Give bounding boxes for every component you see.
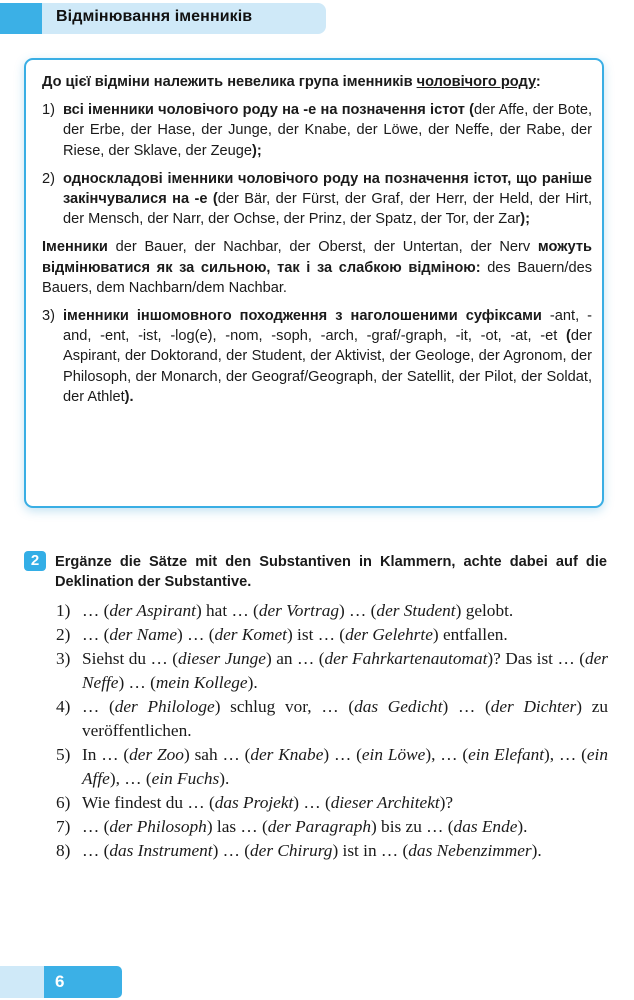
footer-tab: [0, 966, 45, 998]
rule-intro: До цієї відміни належить невелика група іменників чоловічого роду:: [42, 74, 541, 90]
exercise-instruction: Ergänze die Sätze mit den Substantiven in Klammern, achte dabei auf die Deklination der Substantive.: [55, 554, 607, 590]
exercise-item: 8) … (das Instrument) … (der Chirurg) ist in … (das Nebenzimmer).: [56, 841, 542, 860]
rule-item-2: 2) односкладові іменники чоловічого роду на позначення істот, що раніше закінчувалися на -е (der Bär, der Fürst, der Graf, der Herr, der Held, der Hirt, der Mensch, der Narr, der Ochse, der Prinz, der Spatz, der Tor, der Zar);: [42, 170, 593, 228]
rule-text: [42, 72, 592, 415]
section-title: Відмінювання іменників: [56, 8, 253, 25]
exercise-item: 4) … (der Philologe) schlug vor, … (das Gedicht) … (der Dichter) zu veröffentlichen.: [56, 697, 609, 740]
exercise-number-badge: 2: [24, 551, 46, 571]
header-accent-tab: [0, 3, 48, 34]
exercise-item: 2) … (der Name) … (der Komet) ist … (der Gelehrte) entfallen.: [56, 625, 508, 644]
exercise-item: 7) … (der Philosoph) las … (der Paragraph) bis zu … (das Ende).: [56, 817, 528, 836]
rule-note: Іменники der Bauer, der Nachbar, der Oberst, der Untertan, der Nerv можуть відмінюватися як за сильною, так і за слабкою відміною: des Bauern/des Bauers, dem Nachbarn/dem Nachbar.: [42, 239, 592, 296]
exercise-list: [56, 599, 608, 863]
exercise-item: 1) … (der Aspirant) hat … (der Vortrag) … (der Student) gelobt.: [56, 601, 514, 620]
rule-item-1: 1) всі іменники чоловічого роду на -е на позначення істот (der Affe, der Bote, der Erbe, der Hase, der Junge, der Knabe, der Löwe, der Neffe, der Rabe, der Riese, der Sklave, der Zeuge);: [42, 102, 593, 159]
exercise-item: 3) Siehst du … (dieser Junge) an … (der Fahrkartenautomat)? Das ist … (der Neffe) … (mein Kollege).: [56, 649, 608, 692]
page-number: 6: [44, 966, 122, 998]
grammar-rule-box: [24, 58, 604, 508]
underlined-term: чоловічого роду: [416, 74, 536, 90]
exercise-item: 5) In … (der Zoo) sah … (der Knabe) … (ein Löwe), … (ein Elefant), … (ein Affe), … (ein Fuchs).: [56, 745, 608, 788]
rule-item-3: 3) іменники іншомовного походження з наголошеними суфіксами -ant, -and, -ent, -ist, -log(e), -nom, -soph, -arch, -graf/-graph, -it, -ot, -at, -et (der Aspirant, der Doktorand, der Student, der Aktivist, der Geologe, der Agronom, der Philosoph, der Monarch, der Geograf/Geograph, der Satellit, der Pilot, der Soldat, der Athlet).: [42, 308, 593, 405]
exercise-item: 6) Wie findest du … (das Projekt) … (dieser Architekt)?: [56, 793, 454, 812]
